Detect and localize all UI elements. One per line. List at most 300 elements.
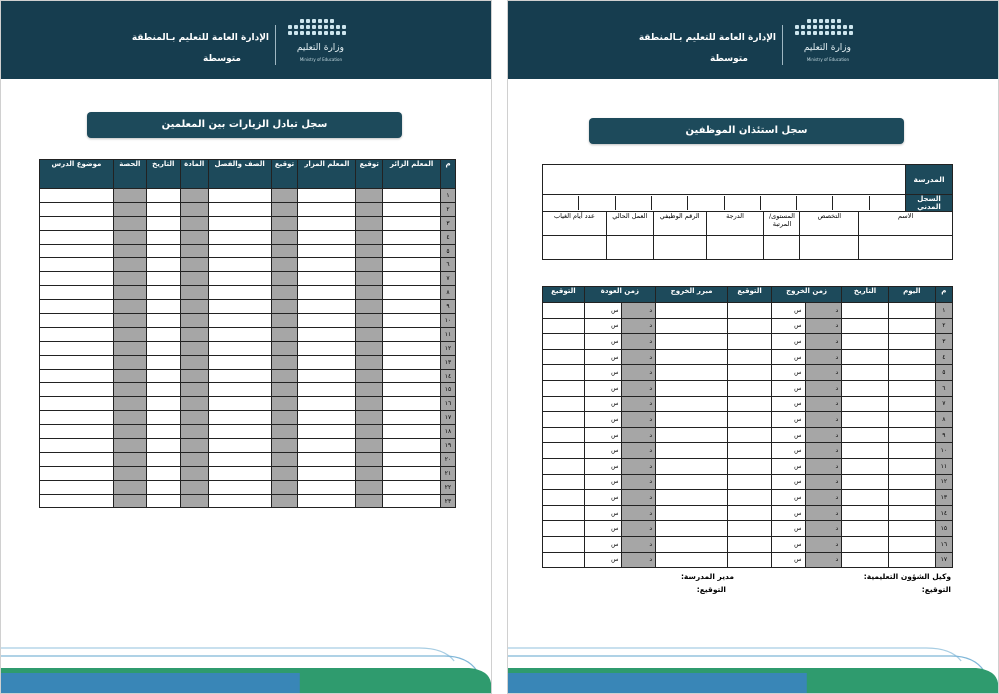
table-cell[interactable] bbox=[383, 494, 441, 508]
reason-cell[interactable] bbox=[655, 490, 727, 506]
exit-hours[interactable]: س bbox=[771, 380, 805, 396]
signature-cell[interactable] bbox=[543, 380, 585, 396]
day-cell[interactable] bbox=[888, 474, 935, 490]
exit-hours[interactable]: س bbox=[771, 536, 805, 552]
table-cell[interactable] bbox=[356, 216, 383, 230]
signature-cell[interactable] bbox=[543, 365, 585, 381]
info-value-cell[interactable] bbox=[543, 236, 607, 260]
table-cell[interactable] bbox=[40, 216, 114, 230]
table-cell[interactable] bbox=[298, 439, 356, 453]
table-cell[interactable] bbox=[298, 272, 356, 286]
signature-cell[interactable] bbox=[728, 521, 772, 537]
exit-hours[interactable]: س bbox=[771, 490, 805, 506]
table-cell[interactable] bbox=[146, 341, 180, 355]
table-cell[interactable] bbox=[40, 327, 114, 341]
return-minutes[interactable]: د bbox=[622, 536, 656, 552]
table-cell[interactable] bbox=[383, 369, 441, 383]
table-cell[interactable] bbox=[298, 314, 356, 328]
table-cell[interactable] bbox=[271, 480, 298, 494]
exit-hours[interactable]: س bbox=[771, 427, 805, 443]
table-cell[interactable] bbox=[146, 383, 180, 397]
digit-box[interactable] bbox=[651, 196, 687, 210]
exit-minutes[interactable]: د bbox=[805, 427, 842, 443]
return-hours[interactable]: س bbox=[584, 536, 622, 552]
table-cell[interactable] bbox=[208, 300, 271, 314]
table-cell[interactable] bbox=[356, 314, 383, 328]
exit-hours[interactable]: س bbox=[771, 443, 805, 459]
table-cell[interactable] bbox=[146, 466, 180, 480]
return-hours[interactable]: س bbox=[584, 303, 622, 319]
table-cell[interactable] bbox=[113, 397, 146, 411]
table-cell[interactable] bbox=[180, 189, 208, 203]
table-cell[interactable] bbox=[356, 383, 383, 397]
date-cell[interactable] bbox=[842, 412, 889, 428]
table-cell[interactable] bbox=[298, 383, 356, 397]
table-cell[interactable] bbox=[383, 439, 441, 453]
table-cell[interactable] bbox=[113, 439, 146, 453]
day-cell[interactable] bbox=[888, 349, 935, 365]
exit-minutes[interactable]: د bbox=[805, 349, 842, 365]
table-cell[interactable] bbox=[208, 216, 271, 230]
table-cell[interactable] bbox=[113, 494, 146, 508]
table-cell[interactable] bbox=[383, 355, 441, 369]
table-cell[interactable] bbox=[298, 355, 356, 369]
digit-box[interactable] bbox=[687, 196, 723, 210]
return-minutes[interactable]: د bbox=[622, 474, 656, 490]
info-value-cell[interactable] bbox=[653, 236, 706, 260]
day-cell[interactable] bbox=[888, 521, 935, 537]
table-cell[interactable] bbox=[113, 341, 146, 355]
reason-cell[interactable] bbox=[655, 474, 727, 490]
signature-cell[interactable] bbox=[728, 334, 772, 350]
table-cell[interactable] bbox=[208, 244, 271, 258]
table-cell[interactable] bbox=[113, 411, 146, 425]
table-cell[interactable] bbox=[146, 425, 180, 439]
table-cell[interactable] bbox=[208, 286, 271, 300]
table-cell[interactable] bbox=[298, 369, 356, 383]
signature-cell[interactable] bbox=[728, 443, 772, 459]
signature-cell[interactable] bbox=[728, 474, 772, 490]
table-cell[interactable] bbox=[356, 341, 383, 355]
table-cell[interactable] bbox=[298, 230, 356, 244]
table-cell[interactable] bbox=[146, 272, 180, 286]
return-minutes[interactable]: د bbox=[622, 458, 656, 474]
exit-hours[interactable]: س bbox=[771, 505, 805, 521]
table-cell[interactable] bbox=[146, 314, 180, 328]
signature-cell[interactable] bbox=[543, 412, 585, 428]
exit-minutes[interactable]: د bbox=[805, 490, 842, 506]
signature-cell[interactable] bbox=[728, 536, 772, 552]
signature-cell[interactable] bbox=[728, 458, 772, 474]
table-cell[interactable] bbox=[298, 411, 356, 425]
signature-cell[interactable] bbox=[728, 349, 772, 365]
table-cell[interactable] bbox=[40, 369, 114, 383]
table-cell[interactable] bbox=[113, 272, 146, 286]
table-cell[interactable] bbox=[383, 411, 441, 425]
table-cell[interactable] bbox=[180, 383, 208, 397]
table-cell[interactable] bbox=[383, 258, 441, 272]
signature-cell[interactable] bbox=[543, 536, 585, 552]
info-value-cell[interactable] bbox=[706, 236, 764, 260]
return-minutes[interactable]: د bbox=[622, 349, 656, 365]
table-cell[interactable] bbox=[180, 230, 208, 244]
return-hours[interactable]: س bbox=[584, 458, 622, 474]
table-cell[interactable] bbox=[146, 397, 180, 411]
date-cell[interactable] bbox=[842, 505, 889, 521]
table-cell[interactable] bbox=[113, 189, 146, 203]
table-cell[interactable] bbox=[180, 397, 208, 411]
return-hours[interactable]: س bbox=[584, 412, 622, 428]
reason-cell[interactable] bbox=[655, 334, 727, 350]
table-cell[interactable] bbox=[40, 314, 114, 328]
table-cell[interactable] bbox=[113, 202, 146, 216]
table-cell[interactable] bbox=[271, 341, 298, 355]
table-cell[interactable] bbox=[180, 411, 208, 425]
table-cell[interactable] bbox=[208, 202, 271, 216]
table-cell[interactable] bbox=[180, 314, 208, 328]
reason-cell[interactable] bbox=[655, 521, 727, 537]
table-cell[interactable] bbox=[383, 216, 441, 230]
table-cell[interactable] bbox=[271, 411, 298, 425]
table-cell[interactable] bbox=[40, 244, 114, 258]
signature-cell[interactable] bbox=[728, 412, 772, 428]
table-cell[interactable] bbox=[271, 355, 298, 369]
table-cell[interactable] bbox=[113, 480, 146, 494]
exit-hours[interactable]: س bbox=[771, 334, 805, 350]
return-minutes[interactable]: د bbox=[622, 443, 656, 459]
signature-cell[interactable] bbox=[728, 505, 772, 521]
table-cell[interactable] bbox=[298, 300, 356, 314]
return-hours[interactable]: س bbox=[584, 380, 622, 396]
table-cell[interactable] bbox=[356, 411, 383, 425]
table-cell[interactable] bbox=[356, 286, 383, 300]
table-cell[interactable] bbox=[180, 272, 208, 286]
table-cell[interactable] bbox=[271, 202, 298, 216]
exit-minutes[interactable]: د bbox=[805, 505, 842, 521]
signature-cell[interactable] bbox=[728, 396, 772, 412]
table-cell[interactable] bbox=[208, 452, 271, 466]
table-cell[interactable] bbox=[383, 397, 441, 411]
table-cell[interactable] bbox=[271, 189, 298, 203]
table-cell[interactable] bbox=[271, 286, 298, 300]
table-cell[interactable] bbox=[146, 369, 180, 383]
table-cell[interactable] bbox=[208, 494, 271, 508]
table-cell[interactable] bbox=[180, 369, 208, 383]
table-cell[interactable] bbox=[113, 466, 146, 480]
day-cell[interactable] bbox=[888, 490, 935, 506]
table-cell[interactable] bbox=[356, 272, 383, 286]
info-value-cell[interactable] bbox=[764, 236, 800, 260]
table-cell[interactable] bbox=[180, 452, 208, 466]
date-cell[interactable] bbox=[842, 380, 889, 396]
table-cell[interactable] bbox=[383, 230, 441, 244]
return-minutes[interactable]: د bbox=[622, 334, 656, 350]
table-cell[interactable] bbox=[208, 425, 271, 439]
table-cell[interactable] bbox=[180, 258, 208, 272]
table-cell[interactable] bbox=[356, 258, 383, 272]
table-cell[interactable] bbox=[40, 230, 114, 244]
return-hours[interactable]: س bbox=[584, 365, 622, 381]
table-cell[interactable] bbox=[356, 425, 383, 439]
day-cell[interactable] bbox=[888, 334, 935, 350]
table-cell[interactable] bbox=[40, 272, 114, 286]
table-cell[interactable] bbox=[298, 216, 356, 230]
table-cell[interactable] bbox=[271, 383, 298, 397]
signature-cell[interactable] bbox=[728, 380, 772, 396]
table-cell[interactable] bbox=[356, 327, 383, 341]
return-minutes[interactable]: د bbox=[622, 552, 656, 568]
table-cell[interactable] bbox=[271, 272, 298, 286]
table-cell[interactable] bbox=[356, 369, 383, 383]
return-minutes[interactable]: د bbox=[622, 318, 656, 334]
table-cell[interactable] bbox=[208, 327, 271, 341]
date-cell[interactable] bbox=[842, 318, 889, 334]
reason-cell[interactable] bbox=[655, 412, 727, 428]
date-cell[interactable] bbox=[842, 474, 889, 490]
exit-hours[interactable]: س bbox=[771, 303, 805, 319]
reason-cell[interactable] bbox=[655, 349, 727, 365]
table-cell[interactable] bbox=[383, 383, 441, 397]
exit-hours[interactable]: س bbox=[771, 396, 805, 412]
return-minutes[interactable]: د bbox=[622, 380, 656, 396]
table-cell[interactable] bbox=[383, 189, 441, 203]
table-cell[interactable] bbox=[298, 494, 356, 508]
signature-cell[interactable] bbox=[728, 365, 772, 381]
exit-minutes[interactable]: د bbox=[805, 474, 842, 490]
exit-hours[interactable]: س bbox=[771, 349, 805, 365]
table-cell[interactable] bbox=[208, 314, 271, 328]
return-minutes[interactable]: د bbox=[622, 505, 656, 521]
exit-minutes[interactable]: د bbox=[805, 318, 842, 334]
table-cell[interactable] bbox=[40, 383, 114, 397]
table-cell[interactable] bbox=[113, 244, 146, 258]
digit-box[interactable] bbox=[760, 196, 796, 210]
table-cell[interactable] bbox=[298, 189, 356, 203]
table-cell[interactable] bbox=[180, 327, 208, 341]
digit-box[interactable] bbox=[578, 196, 614, 210]
digit-box[interactable] bbox=[832, 196, 868, 210]
reason-cell[interactable] bbox=[655, 318, 727, 334]
return-hours[interactable]: س bbox=[584, 349, 622, 365]
table-cell[interactable] bbox=[271, 494, 298, 508]
reason-cell[interactable] bbox=[655, 458, 727, 474]
table-cell[interactable] bbox=[208, 383, 271, 397]
reason-cell[interactable] bbox=[655, 396, 727, 412]
table-cell[interactable] bbox=[271, 452, 298, 466]
table-cell[interactable] bbox=[271, 425, 298, 439]
table-cell[interactable] bbox=[298, 466, 356, 480]
date-cell[interactable] bbox=[842, 349, 889, 365]
table-cell[interactable] bbox=[298, 425, 356, 439]
civil-record-digits[interactable] bbox=[543, 195, 906, 212]
table-cell[interactable] bbox=[40, 466, 114, 480]
table-cell[interactable] bbox=[208, 397, 271, 411]
exit-minutes[interactable]: د bbox=[805, 443, 842, 459]
reason-cell[interactable] bbox=[655, 427, 727, 443]
table-cell[interactable] bbox=[40, 411, 114, 425]
table-cell[interactable] bbox=[40, 355, 114, 369]
signature-cell[interactable] bbox=[543, 318, 585, 334]
table-cell[interactable] bbox=[271, 397, 298, 411]
table-cell[interactable] bbox=[298, 244, 356, 258]
table-cell[interactable] bbox=[271, 244, 298, 258]
info-value-cell[interactable] bbox=[800, 236, 859, 260]
info-value-cell[interactable] bbox=[606, 236, 653, 260]
table-cell[interactable] bbox=[356, 244, 383, 258]
table-cell[interactable] bbox=[298, 341, 356, 355]
table-cell[interactable] bbox=[356, 202, 383, 216]
table-cell[interactable] bbox=[180, 244, 208, 258]
table-cell[interactable] bbox=[180, 494, 208, 508]
table-cell[interactable] bbox=[180, 439, 208, 453]
exit-minutes[interactable]: د bbox=[805, 334, 842, 350]
table-cell[interactable] bbox=[208, 480, 271, 494]
exit-minutes[interactable]: د bbox=[805, 303, 842, 319]
reason-cell[interactable] bbox=[655, 365, 727, 381]
date-cell[interactable] bbox=[842, 303, 889, 319]
signature-cell[interactable] bbox=[728, 490, 772, 506]
return-hours[interactable]: س bbox=[584, 427, 622, 443]
digit-box[interactable] bbox=[796, 196, 832, 210]
table-cell[interactable] bbox=[180, 341, 208, 355]
table-cell[interactable] bbox=[113, 327, 146, 341]
table-cell[interactable] bbox=[146, 258, 180, 272]
day-cell[interactable] bbox=[888, 318, 935, 334]
info-value-cell[interactable] bbox=[859, 236, 953, 260]
date-cell[interactable] bbox=[842, 396, 889, 412]
table-cell[interactable] bbox=[113, 286, 146, 300]
table-cell[interactable] bbox=[146, 230, 180, 244]
table-cell[interactable] bbox=[356, 189, 383, 203]
signature-cell[interactable] bbox=[728, 318, 772, 334]
table-cell[interactable] bbox=[180, 300, 208, 314]
exit-minutes[interactable]: د bbox=[805, 412, 842, 428]
table-cell[interactable] bbox=[146, 216, 180, 230]
signature-cell[interactable] bbox=[543, 521, 585, 537]
table-cell[interactable] bbox=[298, 480, 356, 494]
exit-minutes[interactable]: د bbox=[805, 380, 842, 396]
exit-hours[interactable]: س bbox=[771, 412, 805, 428]
table-cell[interactable] bbox=[113, 216, 146, 230]
table-cell[interactable] bbox=[208, 466, 271, 480]
table-cell[interactable] bbox=[383, 272, 441, 286]
day-cell[interactable] bbox=[888, 443, 935, 459]
digit-box[interactable] bbox=[543, 196, 578, 210]
signature-cell[interactable] bbox=[543, 490, 585, 506]
table-cell[interactable] bbox=[298, 452, 356, 466]
table-cell[interactable] bbox=[208, 411, 271, 425]
return-minutes[interactable]: د bbox=[622, 396, 656, 412]
digit-box[interactable] bbox=[615, 196, 651, 210]
date-cell[interactable] bbox=[842, 552, 889, 568]
exit-hours[interactable]: س bbox=[771, 521, 805, 537]
table-cell[interactable] bbox=[40, 341, 114, 355]
return-hours[interactable]: س bbox=[584, 521, 622, 537]
signature-cell[interactable] bbox=[543, 474, 585, 490]
table-cell[interactable] bbox=[356, 494, 383, 508]
table-cell[interactable] bbox=[208, 355, 271, 369]
exit-minutes[interactable]: د bbox=[805, 458, 842, 474]
return-minutes[interactable]: د bbox=[622, 365, 656, 381]
return-hours[interactable]: س bbox=[584, 474, 622, 490]
table-cell[interactable] bbox=[383, 480, 441, 494]
table-cell[interactable] bbox=[208, 369, 271, 383]
table-cell[interactable] bbox=[40, 202, 114, 216]
table-cell[interactable] bbox=[146, 286, 180, 300]
return-hours[interactable]: س bbox=[584, 490, 622, 506]
table-cell[interactable] bbox=[113, 314, 146, 328]
table-cell[interactable] bbox=[383, 286, 441, 300]
day-cell[interactable] bbox=[888, 365, 935, 381]
signature-cell[interactable] bbox=[543, 427, 585, 443]
return-minutes[interactable]: د bbox=[622, 427, 656, 443]
return-minutes[interactable]: د bbox=[622, 490, 656, 506]
table-cell[interactable] bbox=[383, 314, 441, 328]
table-cell[interactable] bbox=[208, 341, 271, 355]
reason-cell[interactable] bbox=[655, 552, 727, 568]
table-cell[interactable] bbox=[40, 286, 114, 300]
table-cell[interactable] bbox=[180, 480, 208, 494]
return-minutes[interactable]: د bbox=[622, 303, 656, 319]
day-cell[interactable] bbox=[888, 458, 935, 474]
digit-box[interactable] bbox=[869, 196, 905, 210]
table-cell[interactable] bbox=[113, 383, 146, 397]
date-cell[interactable] bbox=[842, 536, 889, 552]
day-cell[interactable] bbox=[888, 396, 935, 412]
exit-minutes[interactable]: د bbox=[805, 365, 842, 381]
table-cell[interactable] bbox=[298, 286, 356, 300]
table-cell[interactable] bbox=[356, 300, 383, 314]
table-cell[interactable] bbox=[271, 369, 298, 383]
exit-hours[interactable]: س bbox=[771, 318, 805, 334]
table-cell[interactable] bbox=[113, 355, 146, 369]
table-cell[interactable] bbox=[40, 189, 114, 203]
table-cell[interactable] bbox=[383, 425, 441, 439]
table-cell[interactable] bbox=[113, 230, 146, 244]
table-cell[interactable] bbox=[271, 258, 298, 272]
reason-cell[interactable] bbox=[655, 303, 727, 319]
table-cell[interactable] bbox=[113, 369, 146, 383]
day-cell[interactable] bbox=[888, 505, 935, 521]
table-cell[interactable] bbox=[180, 466, 208, 480]
table-cell[interactable] bbox=[146, 355, 180, 369]
table-cell[interactable] bbox=[180, 286, 208, 300]
table-cell[interactable] bbox=[40, 258, 114, 272]
day-cell[interactable] bbox=[888, 412, 935, 428]
table-cell[interactable] bbox=[113, 300, 146, 314]
return-hours[interactable]: س bbox=[584, 505, 622, 521]
signature-cell[interactable] bbox=[543, 334, 585, 350]
exit-minutes[interactable]: د bbox=[805, 536, 842, 552]
table-cell[interactable] bbox=[208, 230, 271, 244]
table-cell[interactable] bbox=[271, 230, 298, 244]
signature-cell[interactable] bbox=[543, 396, 585, 412]
table-cell[interactable] bbox=[146, 411, 180, 425]
date-cell[interactable] bbox=[842, 443, 889, 459]
table-cell[interactable] bbox=[40, 494, 114, 508]
digit-box[interactable] bbox=[724, 196, 760, 210]
return-minutes[interactable]: د bbox=[622, 412, 656, 428]
table-cell[interactable] bbox=[271, 466, 298, 480]
table-cell[interactable] bbox=[146, 244, 180, 258]
table-cell[interactable] bbox=[146, 327, 180, 341]
table-cell[interactable] bbox=[146, 189, 180, 203]
table-cell[interactable] bbox=[146, 439, 180, 453]
table-cell[interactable] bbox=[356, 355, 383, 369]
table-cell[interactable] bbox=[146, 494, 180, 508]
table-cell[interactable] bbox=[271, 216, 298, 230]
return-hours[interactable]: س bbox=[584, 318, 622, 334]
